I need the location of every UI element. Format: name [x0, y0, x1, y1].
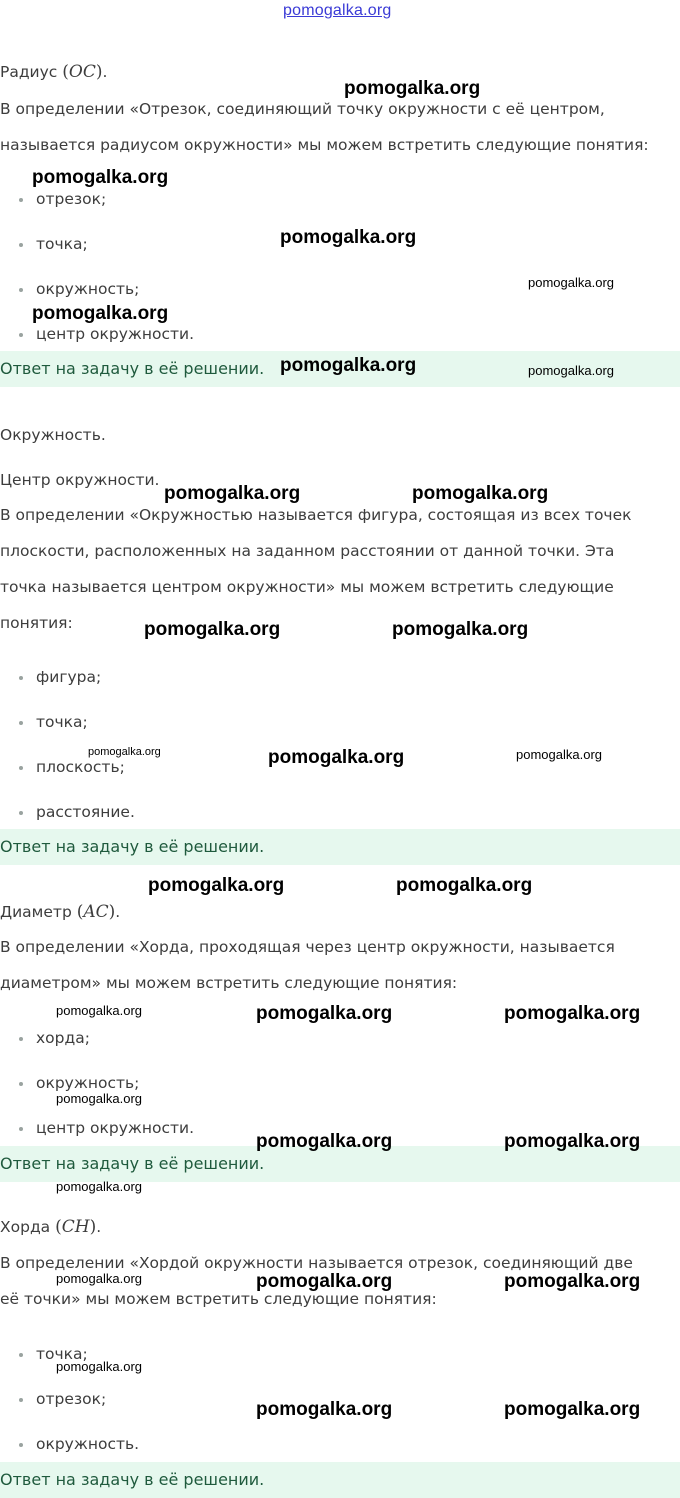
title-math: CH [61, 1217, 90, 1237]
section-subtitle-center: Центр окружности. [0, 471, 160, 489]
watermark: pomogalka.org [412, 483, 549, 504]
watermark: pomogalka.org [32, 167, 169, 188]
bullet-dot [19, 333, 23, 337]
paragraph-line: называется радиусом окружности» мы можем встретить следующие понятия: [0, 136, 649, 154]
bullet-dot [19, 1037, 23, 1041]
watermark: pomogalka.org [164, 483, 301, 504]
list-item: центр окружности. [36, 1119, 195, 1137]
bullet-dot [19, 721, 23, 725]
watermark: pomogalka.org [56, 1003, 142, 1018]
watermark: pomogalka.org [504, 1271, 641, 1292]
list-item: хорда; [36, 1029, 90, 1047]
watermark: pomogalka.org [56, 1359, 142, 1374]
list-item: окружность. [36, 1435, 140, 1453]
watermark: pomogalka.org [280, 227, 417, 248]
bullet-dot [19, 198, 23, 202]
bullet-dot [19, 243, 23, 247]
list-item: фигура; [36, 668, 102, 686]
watermark: pomogalka.org [504, 1003, 641, 1024]
list-item: точка; [36, 1345, 88, 1363]
bullet-dot [19, 1353, 23, 1357]
paragraph-line: понятия: [0, 614, 73, 632]
watermark: pomogalka.org [504, 1131, 641, 1152]
answer-banner [0, 1462, 680, 1498]
watermark: pomogalka.org [392, 619, 529, 640]
list-item: центр окружности. [36, 325, 195, 343]
bullet-dot [19, 676, 23, 680]
watermark: pomogalka.org [396, 875, 533, 896]
watermark: pomogalka.org [256, 1003, 393, 1024]
title-math: AC [83, 902, 109, 922]
paragraph-line: В определении «Окружностью называется фигура, состоящая из всех точек [0, 506, 632, 524]
watermark: pomogalka.org [516, 747, 602, 762]
watermark: pomogalka.org [528, 363, 614, 378]
answer-banner [0, 829, 680, 865]
title-word: Диаметр [0, 903, 72, 921]
answer-text: Ответ на задачу в её решении. [0, 837, 265, 856]
watermark: pomogalka.org [144, 619, 281, 640]
answer-text: Ответ на задачу в её решении. [0, 359, 265, 378]
title-math: OC [68, 62, 96, 82]
bullet-dot [19, 1398, 23, 1402]
watermark: pomogalka.org [56, 1091, 142, 1106]
paragraph-line: В определении «Хорда, проходящая через центр окружности, называется [0, 938, 615, 956]
bullet-dot [19, 811, 23, 815]
paragraph-line: диаметром» мы можем встретить следующие понятия: [0, 974, 458, 992]
answer-text: Ответ на задачу в её решении. [0, 1470, 265, 1489]
section-title-radius: Радиус (OC). [0, 62, 108, 82]
list-item: окружность; [36, 1074, 140, 1092]
watermark: pomogalka.org [88, 746, 161, 758]
list-item: отрезок; [36, 190, 107, 208]
watermark: pomogalka.org [256, 1399, 393, 1420]
title-word: Хорда [0, 1218, 51, 1236]
bullet-dot [19, 1443, 23, 1447]
paragraph-line: плоскости, расположенных на заданном расстоянии от данной точки. Эта [0, 542, 615, 560]
watermark: pomogalka.org [148, 875, 285, 896]
paragraph-line: В определении «Отрезок, соединяющий точку окружности с её центром, [0, 100, 605, 118]
paragraph-line: точка называется центром окружности» мы можем встретить следующие [0, 578, 614, 596]
section-title-circle: Окружность. [0, 426, 106, 444]
paragraph-line: В определении «Хордой окружности называется отрезок, соединяющий две [0, 1254, 633, 1272]
bullet-dot [19, 1082, 23, 1086]
watermark: pomogalka.org [32, 303, 169, 324]
bullet-dot [19, 766, 23, 770]
site-link[interactable]: pomogalka.org [283, 2, 392, 19]
bullet-dot [19, 1127, 23, 1131]
watermark: pomogalka.org [56, 1271, 142, 1286]
title-word: Радиус [0, 63, 58, 81]
section-title-diameter: Диаметр (AC). [0, 902, 121, 922]
list-item: плоскость; [36, 758, 125, 776]
watermark: pomogalka.org [56, 1179, 142, 1194]
list-item: расстояние. [36, 803, 135, 821]
paragraph-line: её точки» мы можем встретить следующие понятия: [0, 1290, 437, 1308]
watermark: pomogalka.org [280, 355, 417, 376]
section-title-chord: Хорда (CH). [0, 1217, 102, 1237]
list-item: точка; [36, 713, 88, 731]
watermark: pomogalka.org [504, 1399, 641, 1420]
bullet-dot [19, 288, 23, 292]
watermark: pomogalka.org [256, 1271, 393, 1292]
watermark: pomogalka.org [256, 1131, 393, 1152]
answer-text: Ответ на задачу в её решении. [0, 1154, 265, 1173]
list-item: точка; [36, 235, 88, 253]
watermark: pomogalka.org [268, 747, 405, 768]
watermark: pomogalka.org [528, 275, 614, 290]
list-item: отрезок; [36, 1390, 107, 1408]
watermark: pomogalka.org [344, 78, 481, 99]
list-item: окружность; [36, 280, 140, 298]
